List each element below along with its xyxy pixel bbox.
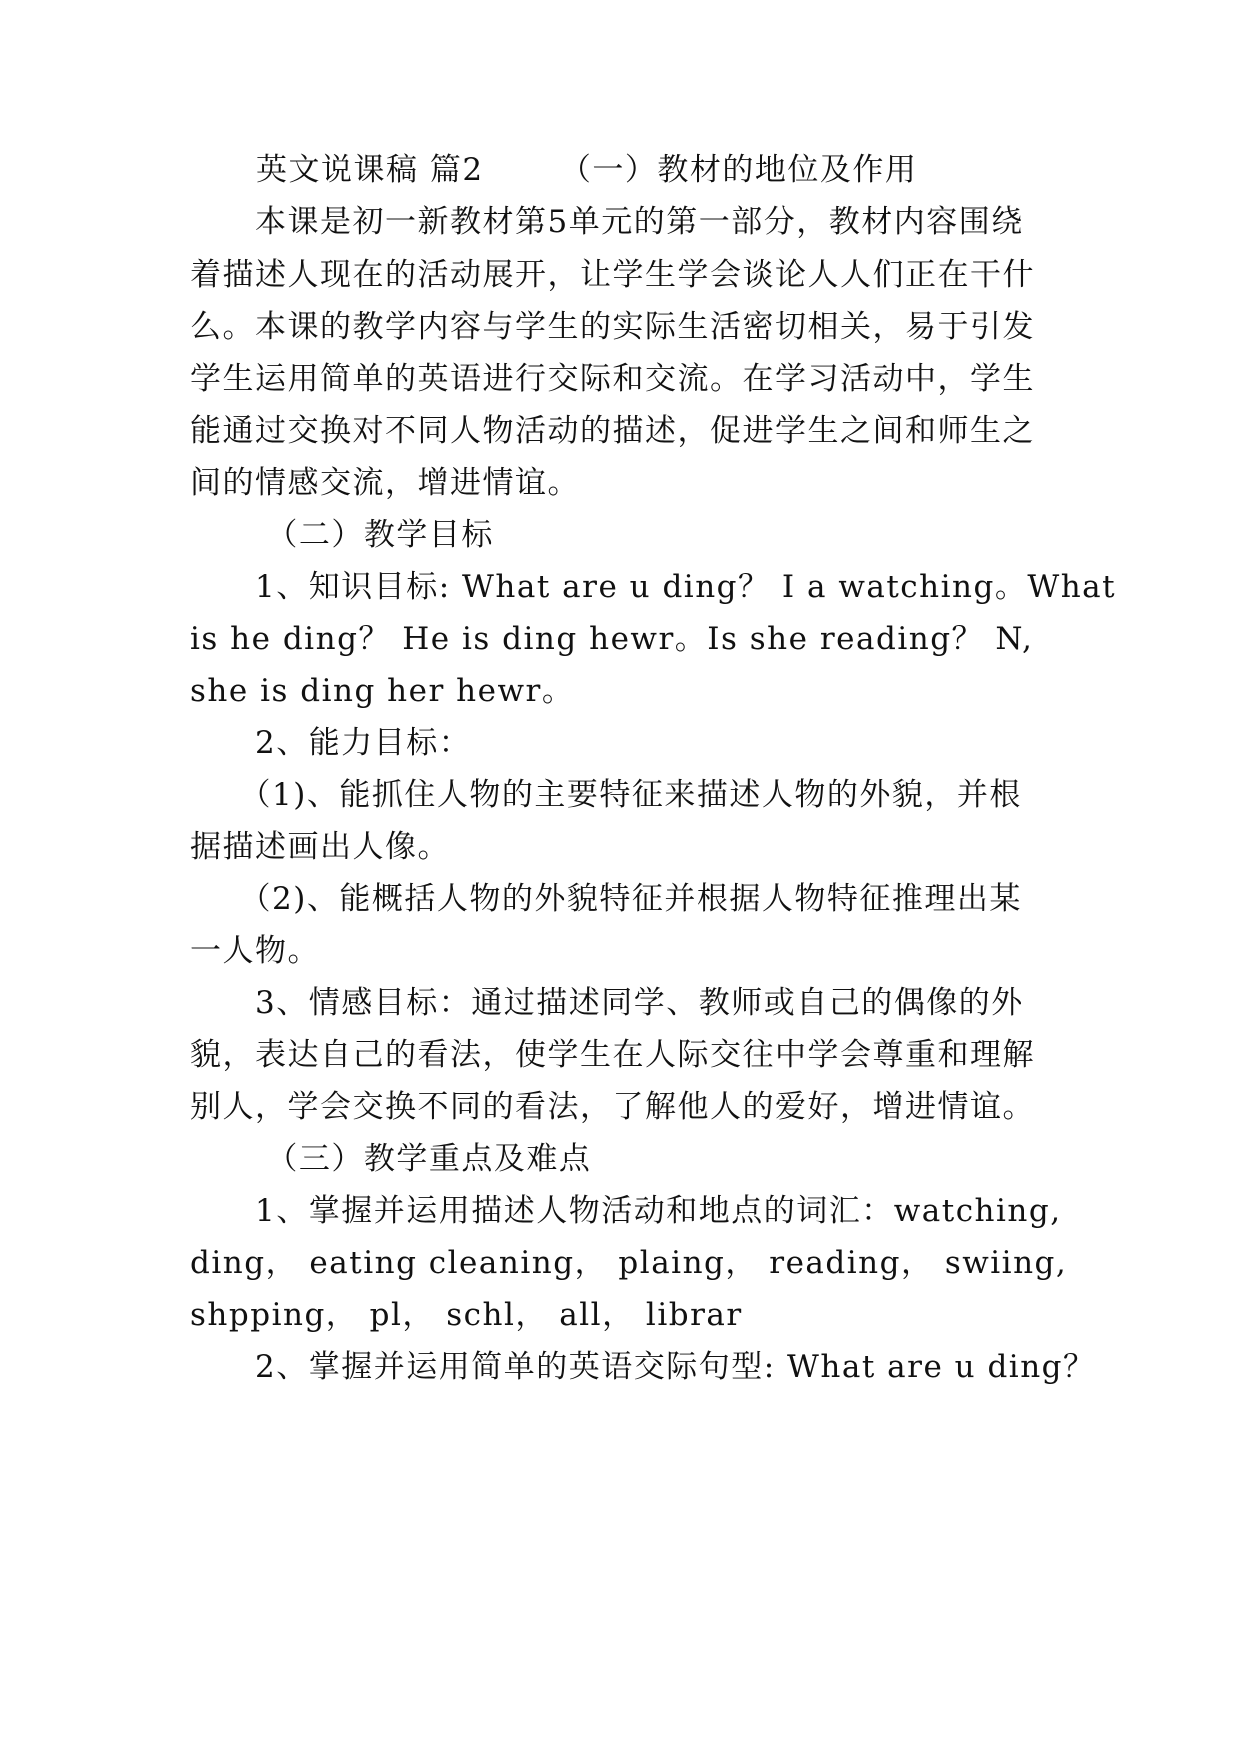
paragraph-line: 学生运用简单的英语进行交际和交流。在学习活动中，学生 — [190, 361, 1035, 397]
paragraph-line: 间的情感交流，增进情谊。 — [190, 465, 580, 501]
paragraph-line: 据描述画出人像。 — [190, 829, 450, 865]
paragraph-line: 1、知识目标: What are u ding？ I a watching。What — [190, 569, 1117, 605]
paragraph-line: 貌，表达自己的看法，使学生在人际交往中学会尊重和理解 — [190, 1037, 1035, 1073]
doc-heading-line: 英文说课稿 篇2 （一）教材的地位及作用 — [256, 152, 918, 188]
paragraph-line: ding， eating cleaning， plaing， reading， swiing, — [190, 1245, 1068, 1281]
section-heading: （二）教学目标 — [190, 517, 494, 553]
paragraph-line: 2、能力目标： — [190, 725, 472, 761]
paragraph-line: 本课是初一新教材第5单元的第一部分，教材内容围绕 — [190, 204, 1024, 240]
paragraph-line: 别人，学会交换不同的看法，了解他人的爱好，增进情谊。 — [190, 1089, 1035, 1125]
paragraph-line: shpping， pl， schl， all， librar — [190, 1297, 743, 1333]
paragraph-line: 一人物。 — [190, 933, 320, 969]
paragraph-line: is he ding？ He is ding hewr。Is she reading？ N, — [190, 621, 1034, 657]
paragraph-line: 3、情感目标：通过描述同学、教师或自己的偶像的外 — [190, 985, 1024, 1021]
paragraph-line: 2、掌握并运用简单的英语交际句型: What are u ding？ — [190, 1349, 1096, 1385]
paragraph-line: she is ding her hewr。 — [190, 673, 575, 709]
paragraph-line: 1、掌握并运用描述人物活动和地点的词汇：watching, — [190, 1193, 1062, 1229]
paragraph-line: 么。本课的教学内容与学生的实际生活密切相关，易于引发 — [190, 309, 1035, 345]
section-heading: （三）教学重点及难点 — [190, 1141, 592, 1177]
paragraph-line: （2)、能概括人物的外貌特征并根据人物特征推理出某 — [190, 881, 1022, 917]
paragraph-line: 着描述人现在的活动展开，让学生学会谈论人人们正在干什 — [190, 257, 1035, 293]
paragraph-line: （1)、能抓住人物的主要特征来描述人物的外貌，并根 — [190, 777, 1022, 813]
paragraph-line: 能通过交换对不同人物活动的描述，促进学生之间和师生之 — [190, 413, 1035, 449]
